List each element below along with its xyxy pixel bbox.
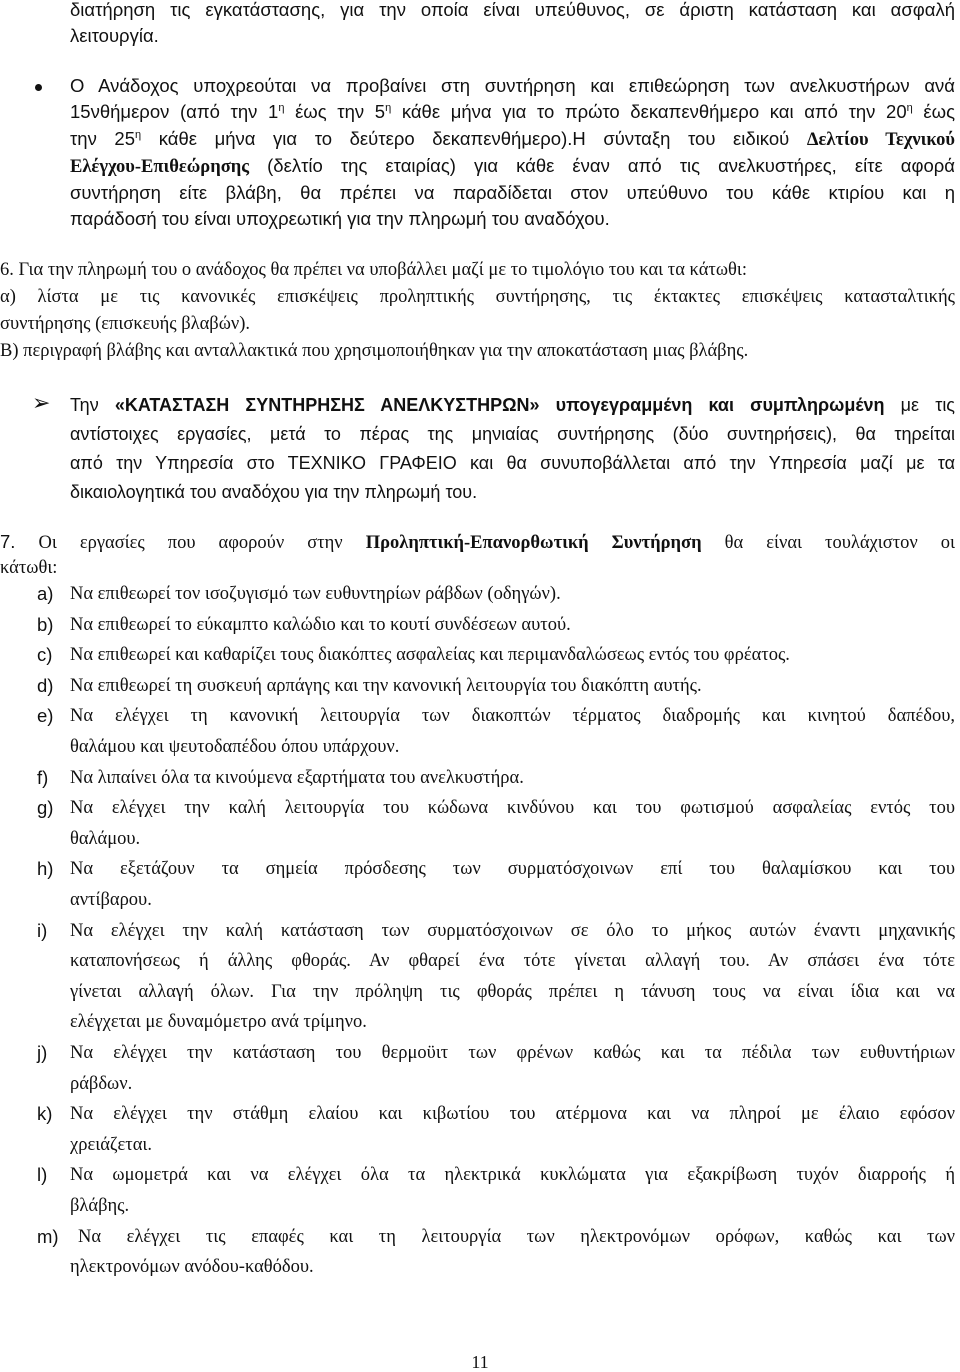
list-item-text: Να ελέγχει την κατάσταση του θερμοϋιτ των φρένων καθώς και τα πέδιλα των ευθυντήριων (70, 1043, 955, 1063)
section-6-line: συντήρησης (επισκευής βλαβών). (0, 314, 251, 334)
list-item-letter: e) (37, 705, 54, 726)
list-item-text: Να λιπαίνει όλα τα κινούμενα εξαρτήματα του ανελκυστήρα. (70, 768, 524, 788)
list-item-letter: h) (37, 858, 54, 879)
list-item-letter: g) (37, 797, 54, 818)
paragraph-line: διατήρηση τις εγκατάστασης, για την οποία είναι υπεύθυνος, σε άριστη κατάσταση και ασφαλή (70, 0, 955, 20)
page-number: 11 (471, 1352, 489, 1372)
arrow-paragraph-line: δικαιολογητικά του αναδόχου για την πληρωμή του. (70, 482, 478, 502)
list-item-text: Να ελέγχει την καλή κατάσταση των συρματόσχοινων σε όλο το μήκος αυτών έναντι μηχανικής (70, 921, 955, 941)
section-7-line: κάτωθι: (0, 558, 58, 578)
section-6-line: α) λίστα με τις κανονικές επισκέψεις προληπτικής συντήρησης, τις έκτακτες επισκέψεις κατασταλτικής (0, 287, 955, 307)
list-item-text: θαλάμου και ψευτοδαπέδου όπου υπάρχουν. (70, 737, 400, 757)
paragraph-line: λειτουργία. (70, 25, 159, 46)
list-item-text: ηλεκτρονόμων ανόδου-καθόδου. (70, 1257, 314, 1277)
paragraph-line: Ελέγχου-Επιθεώρησης (δελτίο της εταιρίας) για κάθε έναν από τις ανελκυστήρες, είτε αφορά (70, 155, 955, 177)
list-item-text: Να ελέγχει την καλή λειτουργία του κώδωνα κινδύνου και του φωτισμού ασφαλείας εντός του (70, 798, 955, 818)
section-7-heading: 7. Οι εργασίες που αφορούν στην Προληπτική-Επανορθωτική Συντήρηση θα είναι τουλάχιστον οι (0, 531, 956, 553)
list-item-text: γίνεται αλλαγή όλων. Για την πρόληψη τις φθοράς πρέπει η τάνυση τους να είναι ίδια και να (70, 982, 955, 1002)
list-item-text: Να ωμομετρά και να ελέγχει όλα τα ηλεκτρικά κυκλώματα για εξακρίβωση τυχόν διαρροής ή (70, 1165, 955, 1185)
paragraph-line: 15νθήμερον (από την $1^\eta$ έως την $5^\eta$ κάθε μήνα για το πρώτο δεκαπενθήμερο και από την $20^\eta$ έως (70, 101, 955, 122)
list-item-text: αντίβαρου. (70, 890, 152, 910)
paragraph-line: παράδοσή του είναι υποχρεωτική για την πληρωμή του αναδόχου. (70, 208, 610, 229)
list-item-text: Να εξετάζουν τα σημεία πρόσδεσης των συρματόσχοινων επί του θαλαμίσκου και του (70, 859, 955, 879)
list-item-letter: d) (37, 675, 54, 696)
list-item-letter: a) (37, 583, 54, 604)
list-item-letter: c) (37, 644, 53, 665)
paragraph-line: την $25^\eta$ κάθε μήνα για το δεύτερο δεκαπενθήμερο).Η σύνταξη του ειδικού Δελτίου Τεχνικού (70, 128, 955, 150)
list-item-text: χρειάζεται. (70, 1135, 153, 1155)
list-item-text: Να επιθεωρεί το εύκαμπτο καλώδιο και το κουτί συνδέσεων αυτού. (70, 615, 571, 635)
list-item-text: Να επιθεωρεί τη συσκευή αρπάγης και την κανονική λειτουργία του διακόπτη αυτής. (70, 676, 702, 696)
arrow-paragraph-line: αντίστοιχες εργασίες, μετά το πέρας της μηνιαίας συντήρησης (δύο συντηρήσεις), θα τηρείται (70, 424, 955, 444)
list-item-text: Να ελέγχει την στάθμη ελαίου και κιβωτίου του ατέρμονα και να πληροί με έλαιο εφόσον (70, 1104, 955, 1124)
list-item-text: Να επιθεωρεί και καθαρίζει τους διακόπτες ασφαλείας και περιμανδαλώσεως εντός του φρέατος. (70, 645, 790, 665)
arrow-paragraph-line: από την Υπηρεσία στο ΤΕΧΝΙΚΟ ΓΡΑΦΕΙΟ και θα συνυποβάλλεται από την Υπηρεσία μαζί με τα (70, 453, 955, 473)
arrow-bullet-icon: ➢ (32, 390, 51, 415)
list-item-letter: m) (37, 1226, 59, 1247)
arrow-paragraph-line: Την «ΚΑΤΑΣΤΑΣΗ ΣΥΝΤΗΡΗΣΗΣ ΑΝΕΛΚΥΣΤΗΡΩΝ» υπογεγραμμένη και συμπληρωμένη με τις (70, 395, 955, 415)
list-item-text: βλάβης. (70, 1196, 130, 1216)
list-item-letter: j) (37, 1042, 48, 1063)
paragraph-line: συντήρηση είτε βλάβη, θα πρέπει να παραδίδεται στον υπεύθυνο του κάθε κτιρίου και η (70, 182, 955, 203)
list-item-letter: l) (37, 1164, 48, 1185)
paragraph-line: Ο Ανάδοχος υποχρεούται να προβαίνει στη συντήρηση και επιθεώρηση των ανελκυστήρων ανά (70, 75, 955, 96)
section-6-line: Β) περιγραφή βλάβης και ανταλλακτικά που χρησιμοποιήθηκαν για την αποκατάσταση μιας βλάβης. (0, 341, 749, 361)
list-item-text: Να επιθεωρεί τον ισοζυγισμό των ευθυντηρίων ράβδων (οδηγών). (70, 584, 561, 604)
list-item-letter: b) (37, 614, 54, 635)
list-item-text: Να ελέγχει τη κανονική λειτουργία των διακοπτών τέρματος διαδρομής και κινητού δαπέδου, (70, 706, 955, 726)
section-6-line: 6. Για την πληρωμή του ο ανάδοχος θα πρέπει να υποβάλλει μαζί με το τιμολόγιο του και τα κάτωθι: (0, 260, 747, 280)
list-item-text: θαλάμου. (70, 829, 141, 849)
bullet-icon (35, 84, 42, 91)
list-item-text: καταπονήσεως ή άλλης φθοράς. Αν φθαρεί ένα τότε γίνεται αλλαγή του. Αν σπάσει ένα τότε (70, 951, 955, 971)
list-item-text: ράβδων. (70, 1074, 133, 1094)
list-item-letter: f) (37, 767, 49, 788)
list-item-text: Να ελέγχει τις επαφές και τη λειτουργία των ηλεκτρονόμων ορόφων, καθώς και των (78, 1227, 955, 1247)
list-item-letter: i) (37, 920, 48, 941)
list-item-letter: k) (37, 1103, 53, 1124)
list-item-text: ελέγχεται με δυναμόμετρο ανά τρίμηνο. (70, 1012, 367, 1032)
